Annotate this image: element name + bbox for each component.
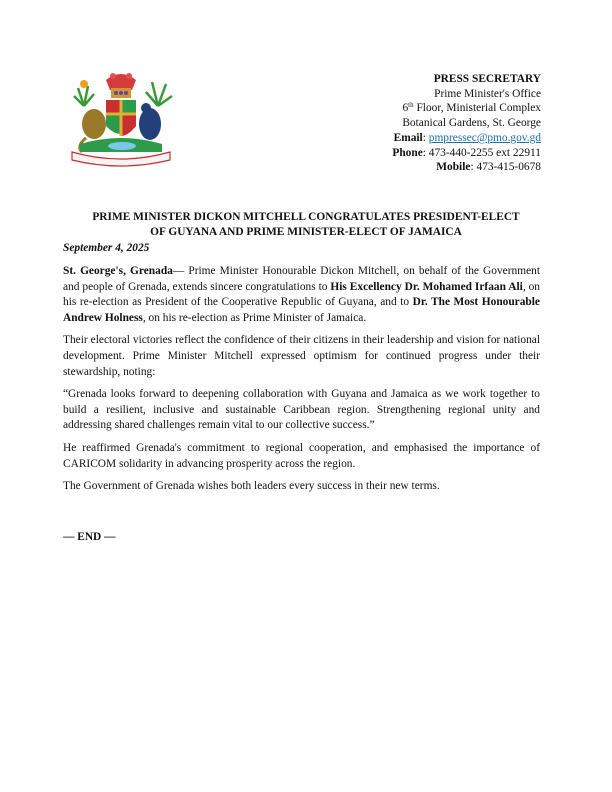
p1-text-2: , on his re-election as President of the Cooperative Republic of Guyana, and to xyxy=(63,280,540,309)
phone-label: Phone xyxy=(392,146,423,159)
office-name: Prime Minister's Office xyxy=(434,87,541,100)
mobile-value: 473-415-0678 xyxy=(476,161,541,174)
paragraph-4: He reaffirmed Grenada's commitment to regional cooperation, and emphasised the importance of CARICOM solidarity in advancing prosperity across the region. xyxy=(63,441,540,470)
phone-value: 473-440-2255 ext 22911 xyxy=(428,146,541,159)
headline-line-2: OF GUYANA AND PRIME MINISTER-ELECT OF JAMAICA xyxy=(150,225,462,238)
mobile-label: Mobile xyxy=(436,161,471,174)
email-link[interactable]: pmpressec@pmo.gov.gd xyxy=(428,131,541,144)
paragraph-5: The Government of Grenada wishes both leaders every success in their new terms. xyxy=(63,480,440,493)
paragraph-1 xyxy=(63,264,540,326)
floor-address xyxy=(392,101,541,116)
email-line: Email: pmpressec@pmo.gov.gd xyxy=(393,131,541,144)
floor-number: 6 xyxy=(402,102,409,115)
p1-text-1: — Prime Minister Honourable Dickon Mitchell, on behalf of the Government and people of Grenada, extends sincere congratulations to xyxy=(63,265,540,293)
end-marker: — END — xyxy=(63,531,116,543)
headline-line-1: PRIME MINISTER DICKON MITCHELL CONGRATULATES PRESIDENT-ELECT xyxy=(92,211,520,223)
press-secretary-title: PRESS SECRETARY xyxy=(433,73,541,85)
floor-ordinal: th xyxy=(408,101,414,110)
paragraph-2: Their electoral victories reflect the confidence of their citizens in their leadership and vision for national development. Prime Minister Mitchell expressed optimism for continued progress under their stewardship, noting: xyxy=(63,334,540,378)
jamaica-pm-name: Dr. The Most Honourable Andrew Holness xyxy=(63,296,540,324)
street-address: Botanical Gardens, St. George xyxy=(402,117,541,130)
coat-of-arms-logo xyxy=(66,66,176,174)
floor-text: Floor, Ministerial Complex xyxy=(413,102,541,115)
release-body xyxy=(63,264,540,502)
headline xyxy=(62,210,550,239)
email-label: Email xyxy=(393,131,423,144)
mobile-line: Mobile: 473-415-0678 xyxy=(436,161,541,174)
release-date: September 4, 2025 xyxy=(63,242,150,254)
phone-line: Phone: 473-440-2255 ext 22911 xyxy=(392,146,541,159)
guyana-president-name: His Excellency Dr. Mohamed Irfaan Ali xyxy=(330,280,523,293)
dateline: St. George's, Grenada xyxy=(63,265,173,277)
paragraph-3-quote: “Grenada looks forward to deepening collaboration with Guyana and Jamaica as we work together to build a resilient, inclusive and sustainable Caribbean region. Strengthening regional unity and addressing shared challenges remain vital to our collective success.” xyxy=(63,388,540,432)
p1-text-3: , on his re-election as Prime Minister of Jamaica. xyxy=(142,311,367,324)
contact-block xyxy=(392,72,541,175)
